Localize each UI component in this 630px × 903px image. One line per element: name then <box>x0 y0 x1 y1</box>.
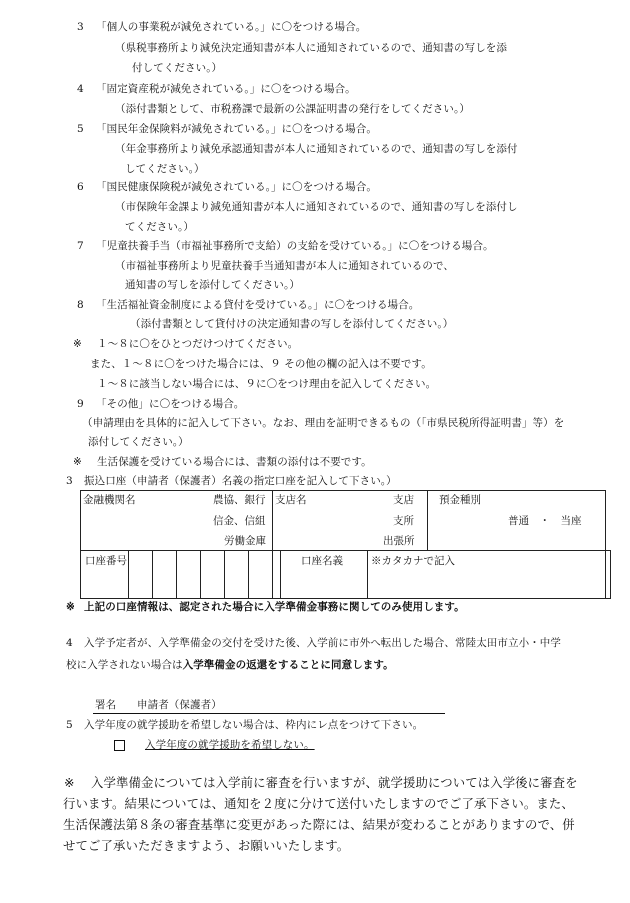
account-digit-6[interactable] <box>249 551 273 599</box>
item-5-note-line2: してください。） <box>125 163 205 175</box>
item-7-number: 7 <box>77 240 84 252</box>
item-5-number: 5 <box>77 123 84 135</box>
item-9-note-line2: 添付してください。） <box>88 436 189 448</box>
bank-type-option-3: 労働金庫 <box>224 535 266 547</box>
item-8-note-line1: （添付書類として貸付けの決定通知書の写しを添付してください。） <box>130 318 454 330</box>
item-9-note-line1: （申請理由を具体的に記入して下さい。なお、理由を証明できるもの（「市県民税所得証明書」等）を <box>82 417 565 429</box>
section-4-line2 <box>66 660 394 671</box>
section-5-text: 入学年度の就学援助を希望しない場合は、枠内にレ点をつけて下さい。 <box>84 719 424 731</box>
bank-name-cell[interactable] <box>81 491 273 551</box>
account-holder-cell[interactable] <box>281 551 606 599</box>
decline-aid-checkbox[interactable] <box>114 740 125 751</box>
signature-line[interactable] <box>93 713 445 714</box>
footer-line4: せてご了承いただきますよう、お願いいたします。 <box>63 838 350 853</box>
item-3-number: 3 <box>77 21 84 33</box>
item-6-note-line1: （市保険年金課より減免通知書が本人に通知されているので、通知書の写しを添付し <box>115 201 518 213</box>
bank-account-table <box>80 490 611 599</box>
branch-option-3: 出張所 <box>383 535 415 547</box>
section-4-line1: 入学予定者が、入学準備金の交付を受けた後、入学前に市外へ転出した場合、常陸太田市立小・中学 <box>84 637 561 649</box>
section-4-consent: 入学準備金の返還をすることに同意します。 <box>182 659 394 671</box>
note-welfare: 生活保護を受けている場合には、書類の添付は不要です。 <box>97 456 372 468</box>
account-digit-7[interactable] <box>273 551 281 599</box>
item-5-note-line1: （年金事務所より減免承認通知書が本人に通知されているので、通知書の写しを添付 <box>115 143 518 155</box>
privacy-notice-mark: ※ <box>66 601 75 613</box>
section-3-number: 3 <box>66 475 73 487</box>
account-holder-input[interactable] <box>606 551 611 599</box>
footer-mark: ※ <box>64 775 75 790</box>
account-holder-note: ※カタカナで記入 <box>371 555 455 567</box>
bank-type-option-1: 農協、銀行 <box>213 494 266 506</box>
item-4-number: 4 <box>77 83 84 95</box>
account-digit-1[interactable] <box>129 551 153 599</box>
item-7-note-line2: 通知書の写しを添付してください。） <box>125 279 300 291</box>
decline-aid-label: 入学年度の就学援助を希望しない。 <box>145 739 315 751</box>
footer-line2: 行います。結果については、通知を２度に分けて送付いたしますのでご了承下さい。また、 <box>63 796 574 811</box>
item-5-label: 「国民年金保険料が減免されている。」に〇をつける場合。 <box>96 123 377 135</box>
item-6-number: 6 <box>77 181 84 193</box>
item-6-note-line2: てください。） <box>125 221 194 233</box>
account-digit-5[interactable] <box>225 551 249 599</box>
branch-name-cell[interactable] <box>273 491 428 551</box>
section-5-number: 5 <box>66 719 73 731</box>
branch-option-2: 支所 <box>393 515 414 527</box>
item-9-number: 9 <box>77 398 84 410</box>
note-item9-not-needed: また、１～８に〇をつけた場合には、９ その他の欄の記入は不要です。 <box>90 358 432 370</box>
note-welfare-mark: ※ <box>73 456 82 468</box>
account-holder-label: 口座名義 <box>301 555 343 567</box>
item-8-number: 8 <box>77 299 84 311</box>
note-mark: ※ <box>73 338 82 350</box>
item-8-label: 「生活福祉資金制度による貸付を受けている。」に〇をつける場合。 <box>96 299 420 311</box>
item-3-note-line1: （県税事務所より減免決定通知書が本人に通知されているので、通知書の写しを添 <box>115 42 507 54</box>
account-digit-4[interactable] <box>201 551 225 599</box>
item-3-label: 「個人の事業税が減免されている。」に〇をつける場合。 <box>96 21 367 33</box>
item-6-label: 「国民健康保険税が減免されている。」に〇をつける場合。 <box>96 181 377 193</box>
section-3-title: 振込口座（申請者（保護者）名義の指定口座を記入して下さい。） <box>84 475 397 487</box>
deposit-type-options[interactable]: 普通 ・ 当座 <box>508 515 582 527</box>
footer-line3: 生活保護法第８条の審査基準に変更があった際には、結果が変わることがありますので、併 <box>63 817 575 832</box>
privacy-notice: 上記の口座情報は、認定された場合に入学準備金事務に関してのみ使用します。 <box>84 601 465 613</box>
note-item9-required: １～８に該当しない場合には、９に〇をつけ理由を記入してください。 <box>97 378 437 390</box>
deposit-type-label: 預金種別 <box>439 494 481 506</box>
item-7-label: 「児童扶養手当（市福祉事務所で支給）の支給を受けている。」に〇をつける場合。 <box>96 240 494 252</box>
bank-type-option-2: 信金、信組 <box>213 515 266 527</box>
footer-line1: 入学準備金については入学前に審査を行いますが、就学援助については入学後に審査を <box>91 775 578 790</box>
account-number-label-cell <box>81 551 129 599</box>
account-number-label: 口座番号 <box>85 555 127 567</box>
branch-name-label: 支店名 <box>275 494 307 506</box>
branch-option-1: 支店 <box>393 494 414 506</box>
signature-role: 申請者（保護者） <box>137 699 222 711</box>
note-select-one: １～８に〇をひとつだけつけてください。 <box>97 338 299 350</box>
account-digit-3[interactable] <box>177 551 201 599</box>
item-3-note-line2: 付してください。） <box>132 62 223 74</box>
item-4-note-line1: （添付書類として、市税務課で最新の公課証明書の発行をしてください。） <box>115 103 470 115</box>
item-9-label: 「その他」に〇をつける場合。 <box>96 398 245 410</box>
bank-name-label: 金融機関名 <box>83 494 136 506</box>
account-digit-2[interactable] <box>153 551 177 599</box>
deposit-type-cell[interactable] <box>428 491 606 551</box>
item-4-label: 「固定資産税が減免されている。」に〇をつける場合。 <box>96 83 356 95</box>
section-4-line2-lead: 校に入学されない場合は <box>66 659 183 671</box>
section-4-number: 4 <box>66 637 73 649</box>
item-7-note-line1: （市福祉事務所より児童扶養手当通知書が本人に通知されているので、 <box>115 260 454 272</box>
signature-label: 署名 <box>95 699 117 711</box>
